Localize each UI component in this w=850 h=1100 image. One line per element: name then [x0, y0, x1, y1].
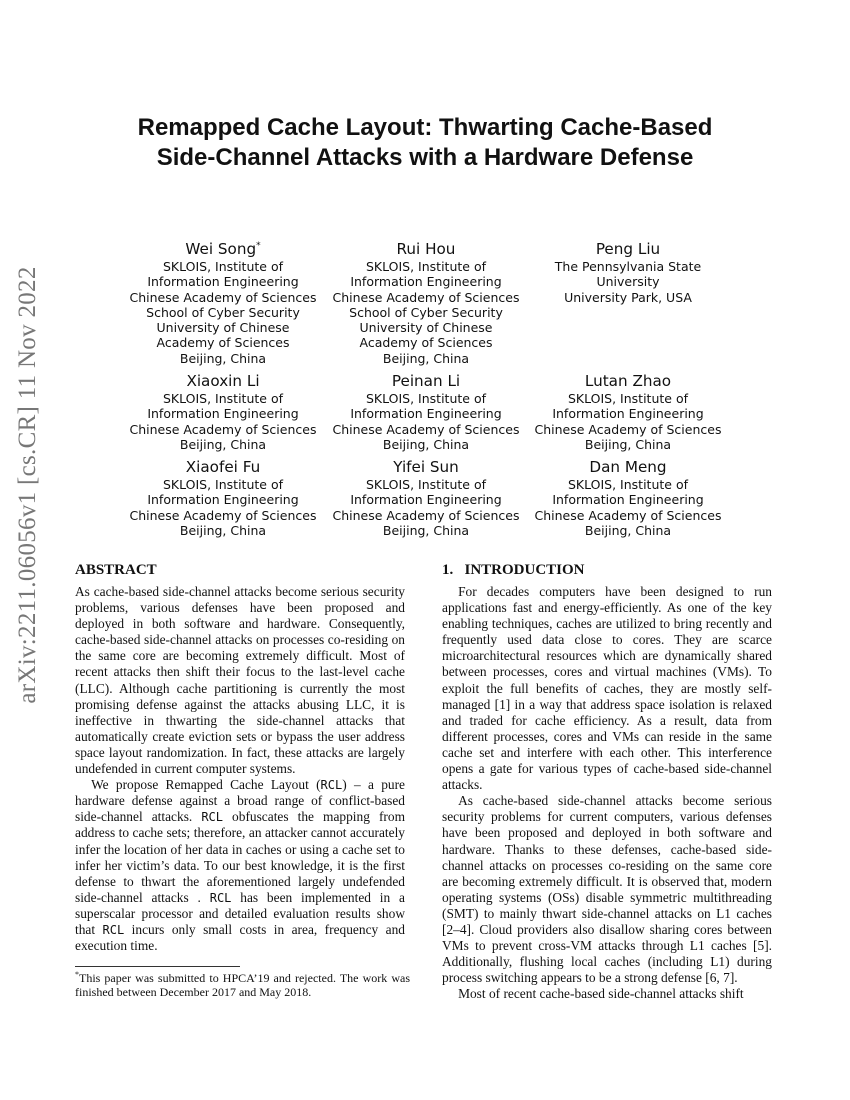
affiliation-line: Beijing, China	[382, 436, 470, 452]
author-7	[118, 458, 328, 538]
arxiv-sidebar	[8, 266, 48, 704]
author-4	[118, 372, 328, 452]
footnote-mark: *	[75, 970, 79, 979]
affiliation-line: SKLOIS, Institute of	[366, 391, 486, 406]
affiliation-line: Beijing, China	[179, 350, 267, 366]
affiliation-line: Academy of Sciences	[156, 335, 290, 351]
affiliation-line: University Park, USA	[564, 289, 692, 305]
author-1	[118, 240, 328, 366]
affiliation-line: SKLOIS, Institute of	[366, 259, 486, 274]
affiliation-line: Chinese Academy of Sciences	[332, 507, 520, 523]
affiliation-line: Academy of Sciences	[359, 335, 493, 351]
footnote	[75, 968, 410, 999]
text-run: incurs only small costs in area, frequency and execution time.	[75, 921, 405, 954]
author-6	[523, 372, 733, 452]
affiliation-line: Chinese Academy of Sciences	[129, 289, 317, 305]
introduction-paragraph-2: As cache-based side-channel attacks become serious security problems for current computers, various defenses have been proposed and deployed in both software and hardware. Thanks to these defenses, cache-based side-channel attacks on processes co-residing on the same core are becoming extremely difficult. It is observed that, modern operating systems (OSs) disable symmetric multithreading (SMT) to mainly thwart side-channel attacks on L1 caches [2–4]. Cloud providers also disallow sharing cores between VMs to prevent cross-VM attacks through L1 caches [5]. Additionally, flushing local caches (including L1) during process switching appears to be a strong defense [6, 7].	[442, 793, 772, 986]
affiliation-line: SKLOIS, Institute of	[366, 477, 486, 492]
introduction-heading: 1. INTRODUCTION	[442, 562, 585, 578]
affiliation-line: Beijing, China	[382, 522, 470, 538]
title-line-1: Remapped Cache Layout: Thwarting Cache-Based	[137, 114, 713, 141]
affiliation-line: Information Engineering	[147, 406, 299, 422]
rcl-term: RCL	[320, 778, 343, 793]
affiliation-line: Beijing, China	[179, 436, 267, 452]
affiliation-line: School of Cyber Security	[349, 304, 503, 320]
text-run: ) – a pure hardware defense against a broad range of conflict-based side-channel attacks.	[75, 777, 405, 825]
footnote-divider	[75, 966, 240, 967]
affiliation-line: SKLOIS, Institute of	[163, 391, 283, 406]
arxiv-identifier: arXiv:2211.06056v1 [cs.CR] 11 Nov 2022	[14, 266, 41, 704]
affiliation-line: Information Engineering	[350, 492, 502, 508]
author-name: Rui Hou	[396, 240, 456, 258]
introduction-paragraph-1: For decades computers have been designed to run applications fast and energy-efficiently. As one of the key enabling techniques, caches are utilized to bring recently and frequently used data close to cores. They are scarce microarchitectural resources which are dynamically shared between processes, cores and virtual machines (VMs). To exploit the full benefits of caches, they are mostly self-managed [1] in a way that address space isolation is relaxed and traded for cache efficiency. As a result, data from different processes, cores and VMs can reside in the same cache set and interfere with each other. This interference opens a gate for various types of cache-based side-channel attacks.	[442, 584, 772, 793]
text-run: has been implemented in a superscalar processor and detailed evaluation results show that	[75, 889, 406, 937]
author-name: Peng Liu	[595, 240, 661, 258]
author-name: Wei Song	[185, 240, 257, 258]
affiliation-line: Beijing, China	[584, 522, 672, 538]
affiliation-line: Chinese Academy of Sciences	[332, 289, 520, 305]
author-name: Xiaoxin Li	[186, 372, 260, 390]
affiliation-line: University of Chinese	[359, 320, 493, 336]
author-5	[321, 372, 531, 452]
paper-title	[0, 113, 850, 173]
affiliation-line: SKLOIS, Institute of	[163, 259, 283, 274]
affiliation-line: Chinese Academy of Sciences	[129, 507, 317, 523]
rcl-term: RCL	[201, 810, 223, 825]
affiliation-line: SKLOIS, Institute of	[163, 477, 283, 492]
affiliation-line: Chinese Academy of Sciences	[534, 421, 722, 437]
introduction-section	[442, 561, 772, 1002]
affiliation-line: University	[596, 274, 660, 290]
abstract-paragraph-1: As cache-based side-channel attacks become serious security problems, various defenses have been proposed and deployed in both software and hardware. Consequently, cache-based side-channel attacks on processes co-residing on the same core are becoming extremely difficult. Most of recent attacks then shift their focus to the last-level cache (LLC). Although cache partitioning is currently the most promising defense against the attacks abusing LLC, it is ineffective in thwarting the side-channel attacks that automatically create eviction sets or bypass the user address space layout randomization. In fact, these attacks are largely undefended in current computer systems.	[75, 584, 405, 777]
affiliation-line: Information Engineering	[552, 492, 704, 508]
author-name: Peinan Li	[391, 372, 461, 390]
abstract-paragraph-2	[75, 777, 405, 954]
affiliation-line: Beijing, China	[382, 350, 470, 366]
author-footnote-mark: *	[256, 240, 261, 251]
affiliation-line: Beijing, China	[179, 522, 267, 538]
affiliation-line: Chinese Academy of Sciences	[129, 421, 317, 437]
author-name: Xiaofei Fu	[185, 458, 261, 476]
affiliation-line: The Pennsylvania State	[554, 259, 702, 274]
introduction-paragraph-3: Most of recent cache-based side-channel attacks shift	[458, 986, 744, 1002]
author-name: Dan Meng	[589, 458, 667, 476]
footnote-text: This paper was submitted to HPCA’19 and rejected. The work was finished between December 2017 and May 2018.	[75, 971, 410, 999]
author-name: Yifei Sun	[393, 458, 459, 476]
rcl-term: RCL	[209, 890, 232, 905]
affiliation-line: SKLOIS, Institute of	[568, 477, 688, 492]
author-3	[523, 240, 733, 305]
affiliation-line: Chinese Academy of Sciences	[534, 507, 722, 523]
affiliation-line: Information Engineering	[147, 492, 299, 508]
author-8	[321, 458, 531, 538]
author-2	[321, 240, 531, 366]
affiliation-line: Information Engineering	[350, 406, 502, 422]
abstract-section	[75, 561, 405, 954]
text-run: obfuscates the mapping from address to cache sets; therefore, an attacker cannot accurately infer the location of her data in caches or using a cache set to infer her victim’s data. To our best knowledge, it is the first defense to thwart the aforementioned largely undefended side-channel attacks .	[75, 809, 405, 905]
rcl-term: RCL	[102, 922, 125, 937]
affiliation-line: Chinese Academy of Sciences	[332, 421, 520, 437]
affiliation-line: University of Chinese	[156, 320, 290, 336]
affiliation-line: Information Engineering	[350, 274, 502, 290]
text-run: We propose Remapped Cache Layout (	[91, 777, 321, 793]
affiliation-line: Information Engineering	[147, 274, 299, 290]
abstract-heading: ABSTRACT	[75, 562, 157, 578]
author-name: Lutan Zhao	[584, 372, 672, 390]
affiliation-line: School of Cyber Security	[146, 304, 300, 320]
author-9	[523, 458, 733, 538]
affiliation-line: SKLOIS, Institute of	[568, 391, 688, 406]
title-line-2: Side-Channel Attacks with a Hardware Defense	[156, 144, 694, 171]
affiliation-line: Information Engineering	[552, 406, 704, 422]
affiliation-line: Beijing, China	[584, 436, 672, 452]
